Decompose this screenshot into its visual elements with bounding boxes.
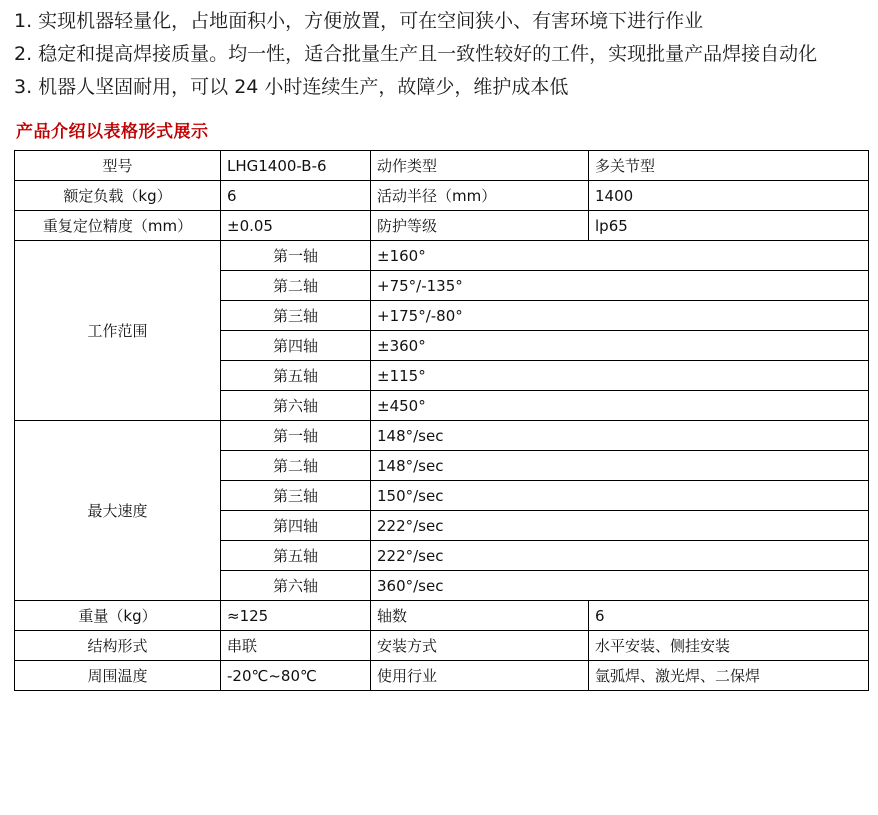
row-value-2: lp65 <box>589 211 869 241</box>
max-speed-axis: 第一轴 <box>221 421 371 451</box>
max-speed-axis: 第二轴 <box>221 451 371 481</box>
row-label: 型号 <box>15 151 221 181</box>
row-value: LHG1400-B-6 <box>221 151 371 181</box>
max-speed-value: 360°/sec <box>371 571 869 601</box>
row-label: 重复定位精度（mm） <box>15 211 221 241</box>
table-row <box>15 421 869 451</box>
table-row <box>15 631 869 661</box>
max-speed-axis: 第五轴 <box>221 541 371 571</box>
work-range-value: +175°/-80° <box>371 301 869 331</box>
work-range-value: +75°/-135° <box>371 271 869 301</box>
row-label: 额定负载（kg） <box>15 181 221 211</box>
table-row <box>15 601 869 631</box>
intro-paragraph-3: 3. 机器人坚固耐用，可以 24 小时连续生产，故障少，维护成本低 <box>14 76 569 98</box>
row-label-2: 动作类型 <box>371 151 589 181</box>
row-value-2: 6 <box>589 601 869 631</box>
row-label: 结构形式 <box>15 631 221 661</box>
table-row <box>15 241 869 271</box>
row-value: ±0.05 <box>221 211 371 241</box>
row-label-2: 轴数 <box>371 601 589 631</box>
row-value: 6 <box>221 181 371 211</box>
table-row <box>15 181 869 211</box>
max-speed-axis: 第三轴 <box>221 481 371 511</box>
work-range-axis: 第五轴 <box>221 361 371 391</box>
work-range-value: ±115° <box>371 361 869 391</box>
row-label-2: 活动半径（mm） <box>371 181 589 211</box>
row-label: 重量（kg） <box>15 601 221 631</box>
max-speed-axis: 第四轴 <box>221 511 371 541</box>
work-range-value: ±160° <box>371 241 869 271</box>
specification-table <box>14 150 869 691</box>
intro-text-block <box>14 6 868 103</box>
work-range-axis: 第三轴 <box>221 301 371 331</box>
max-speed-axis: 第六轴 <box>221 571 371 601</box>
intro-paragraph-2: 2. 稳定和提高焊接质量。均一性，适合批量生产且一致性较好的工件，实现批量产品焊接自动化 <box>14 43 818 65</box>
work-range-value: ±450° <box>371 391 869 421</box>
row-label-2: 安装方式 <box>371 631 589 661</box>
work-range-axis: 第六轴 <box>221 391 371 421</box>
max-speed-group-label: 最大速度 <box>15 421 221 601</box>
row-label: 周围温度 <box>15 661 221 691</box>
row-value: ≈125 <box>221 601 371 631</box>
row-label-2: 使用行业 <box>371 661 589 691</box>
section-title: 产品介绍以表格形式展示 <box>16 122 209 142</box>
intro-paragraph-1: 1. 实现机器轻量化，占地面积小，方便放置，可在空间狭小、有害环境下进行作业 <box>14 10 704 32</box>
work-range-axis: 第四轴 <box>221 331 371 361</box>
work-range-value: ±360° <box>371 331 869 361</box>
work-range-axis: 第二轴 <box>221 271 371 301</box>
work-range-axis: 第一轴 <box>221 241 371 271</box>
table-row <box>15 661 869 691</box>
row-value: 串联 <box>221 631 371 661</box>
table-row <box>15 211 869 241</box>
row-value-2: 水平安装、侧挂安装 <box>589 631 869 661</box>
row-label-2: 防护等级 <box>371 211 589 241</box>
row-value-2: 氩弧焊、激光焊、二保焊 <box>589 661 869 691</box>
max-speed-value: 222°/sec <box>371 541 869 571</box>
table-row <box>15 151 869 181</box>
work-range-group-label: 工作范围 <box>15 241 221 421</box>
row-value-2: 1400 <box>589 181 869 211</box>
max-speed-value: 150°/sec <box>371 481 869 511</box>
row-value: -20℃~80℃ <box>221 661 371 691</box>
max-speed-value: 222°/sec <box>371 511 869 541</box>
max-speed-value: 148°/sec <box>371 421 869 451</box>
row-value-2: 多关节型 <box>589 151 869 181</box>
max-speed-value: 148°/sec <box>371 451 869 481</box>
